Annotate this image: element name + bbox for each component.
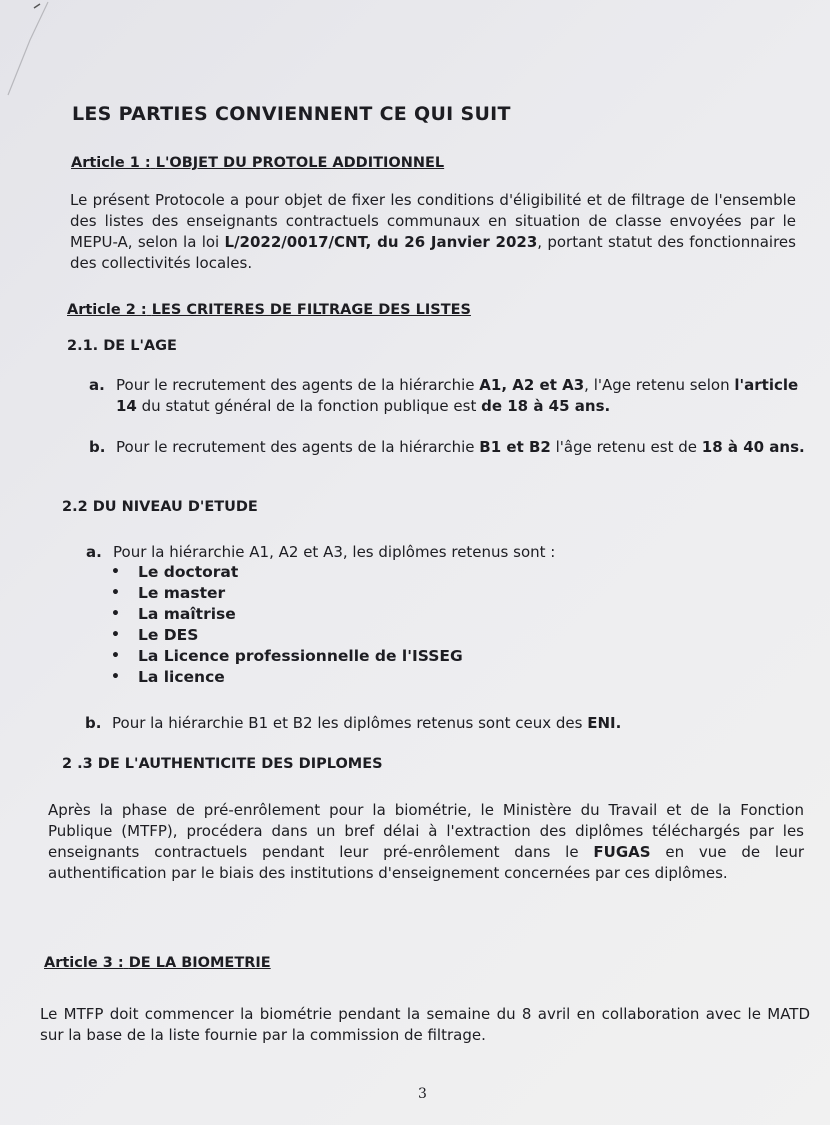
article-3-heading [44,955,271,971]
item-bold-article: l'article 14 [116,376,799,415]
section-2-3-heading: 2 .3 DE L'AUTHENTICITE DES DIPLOMES [62,756,383,772]
paragraph-text: en vue de leur authentification par le biais des institutions d'enseignement concernées par ces diplômes. [48,843,805,882]
section-2-2-heading: 2.2 DU NIVEAU D'ETUDE [62,499,258,515]
diploma-list [111,562,463,688]
item-text: Pour la hiérarchie B1 et B2 les diplômes retenus sont ceux des [112,714,588,732]
section-2-1-heading: 2.1. DE L'AGE [67,338,177,354]
section-2-1-item-b [89,437,806,458]
article-2-heading [67,302,471,318]
list-item: • La maîtrise [111,604,463,625]
section-2-1-item-a [89,375,800,417]
list-item: • Le doctorat [111,562,463,583]
list-item: • Le DES [111,625,463,646]
article-3-title: DE LA BIOMETRIE [128,955,271,971]
item-bold-age-range: 18 à 40 ans. [701,438,805,456]
item-text: l'âge retenu est de [550,438,702,456]
article-1-text-before: Le présent Protocole a pour objet de fixer les conditions d'éligibilité et de filtrage de l'ensemble des listes des enseignants contractuels communaux en situation de classe envoyées par le MEPU-A, selon la loi [70,191,796,251]
item-text: Pour la hiérarchie A1, A2 et A3, les diplômes retenus sont : [113,543,556,561]
item-text: , l'Age retenu selon [584,376,735,394]
item-bold-hierarchy: A1, A2 et A3 [479,376,585,394]
item-text: Pour le recrutement des agents de la hiérarchie [116,376,480,394]
paragraph-bold-fugas: FUGAS [593,843,651,861]
article-3-label: Article 3 : [44,955,124,971]
article-2-title: LES CRITERES DE FILTRAGE DES LISTES [151,302,471,318]
item-text: du statut général de la fonction publique est [136,397,482,415]
item-a-marker: a. [86,543,102,561]
section-2-2-item-b [85,713,802,734]
section-2-3-paragraph [48,800,804,884]
article-1-heading [71,155,444,171]
section-2-2-item-a [86,542,803,563]
item-bold-school: ENI. [587,714,622,732]
article-3-paragraph: Le MTFP doit commencer la biométrie pendant la semaine du 8 avril en collaboration avec le MATD sur la base de la liste fournie par la commission de filtrage. [40,1005,810,1044]
paper-crease-mark [0,0,60,110]
article-1-text-after: , portant statut des fonctionnaires des collectivités locales. [70,233,796,272]
list-item: • Le master [111,583,463,604]
article-1-title: L'OBJET DU PROTOLE ADDITIONNEL [155,155,445,171]
item-b-marker: b. [85,714,102,732]
item-bold-age-range: de 18 à 45 ans. [481,397,611,415]
list-item: • La Licence professionnelle de l'ISSEG [111,646,463,667]
item-bold-hierarchy: B1 et B2 [479,438,551,456]
article-1-paragraph [70,190,796,274]
item-a-marker: a. [89,376,105,394]
article-1-label: Article 1 : [71,155,151,171]
list-item: • La licence [111,667,463,688]
item-b-marker: b. [89,438,106,456]
paragraph-text: Après la phase de pré-enrôlement pour la biométrie, le Ministère du Travail et de la Fonction Publique (MTFP), procédera dans un bref délai à l'extraction des diplômes téléchargés par les enseignants contractuels pendant leur pré-enrôlement dans le [48,801,804,861]
article-1-law-reference: L/2022/0017/CNT, du 26 Janvier 2023 [224,233,538,251]
item-text: Pour le recrutement des agents de la hiérarchie [116,438,480,456]
article-2-label: Article 2 : [67,302,147,318]
page-title: LES PARTIES CONVIENNENT CE QUI SUIT [72,103,511,125]
page-number: 3 [418,1086,427,1102]
